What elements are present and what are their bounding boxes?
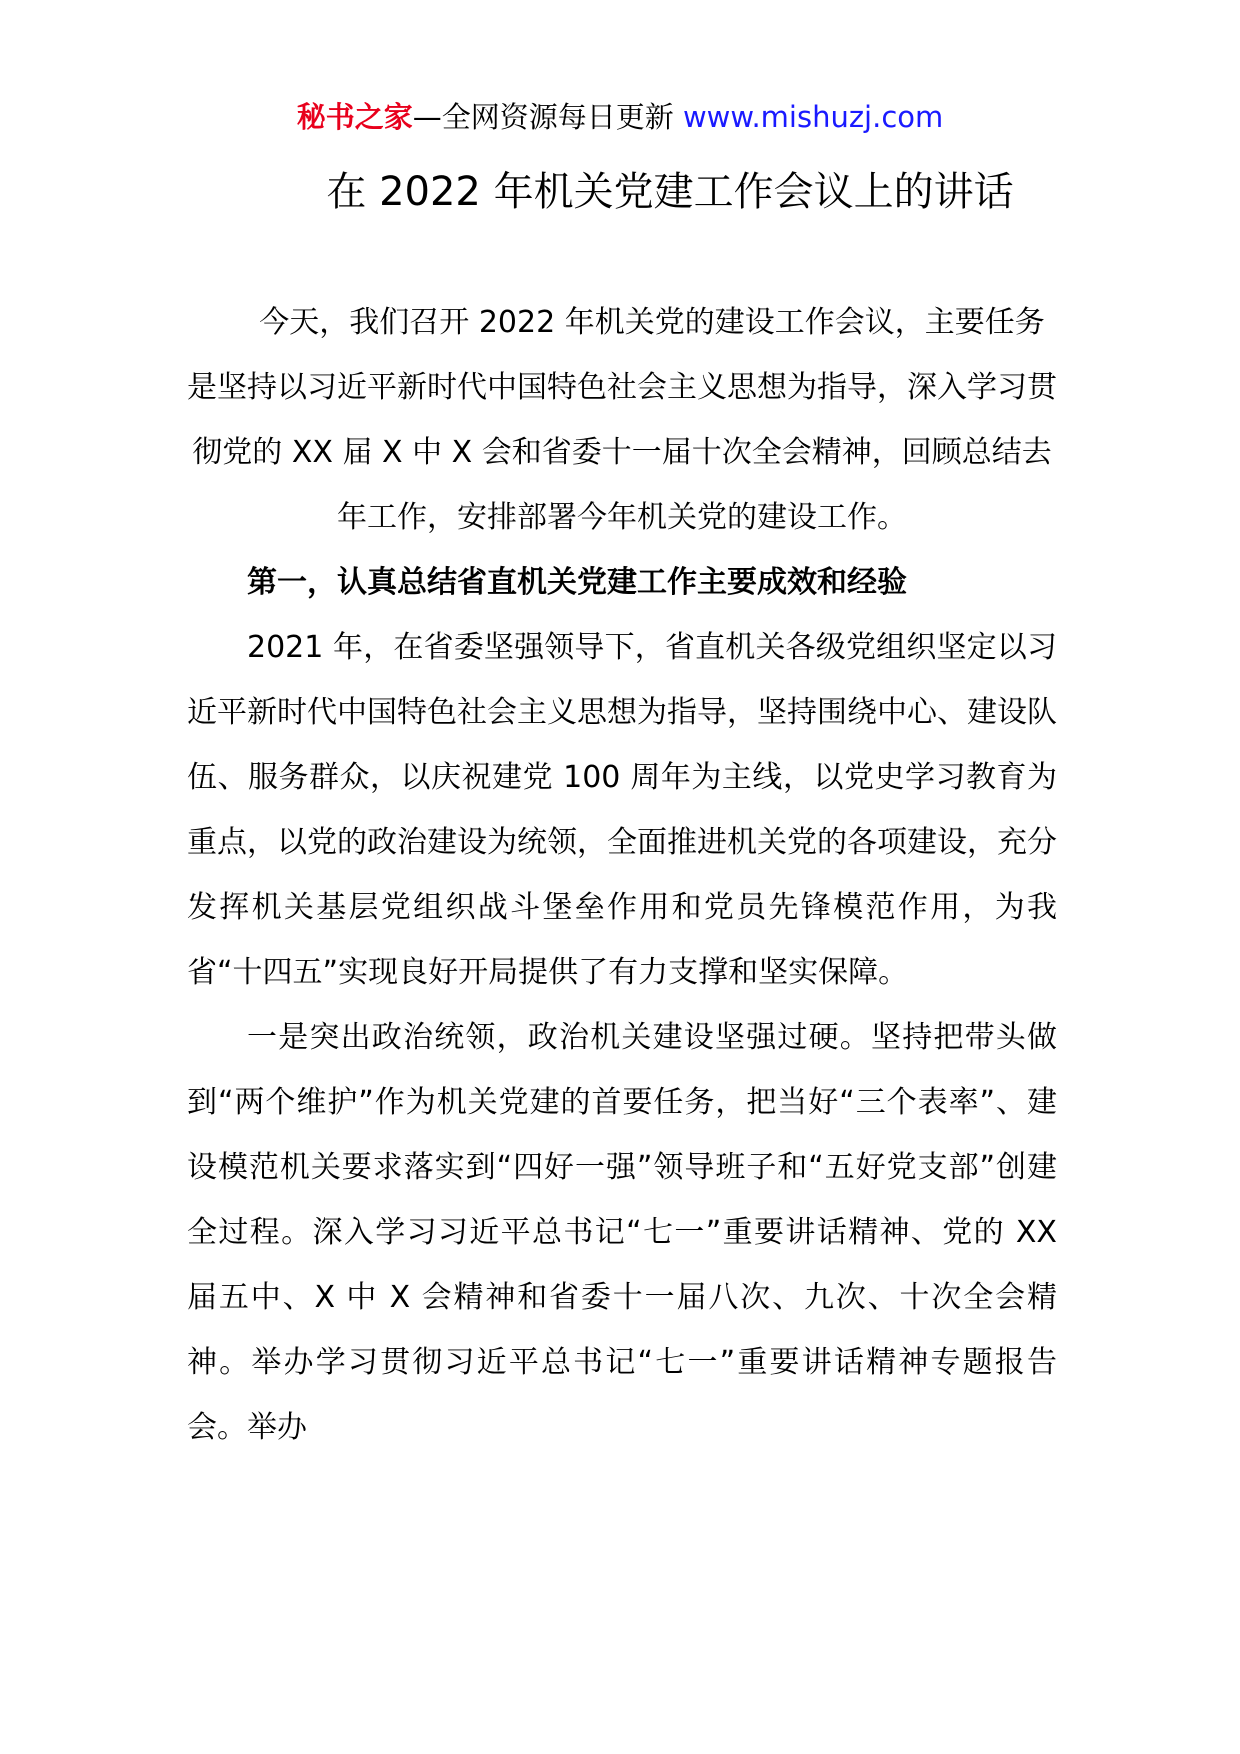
intro-paragraph: 今天，我们召开 2022 年机关党的建设工作会议，主要任务是坚持以习近平新时代中国特色社会主义思想为指导，深入学习贯彻党的 XX 届 X 中 X 会和省委十一届十次全会精神，回顾总结去年工作，安排部署今年机关党的建设工作。 (187, 305, 1057, 535)
site-url-link[interactable]: www.mishuzj.com (682, 100, 944, 134)
section-heading: 第一，认真总结省直机关党建工作主要成效和经验 (247, 565, 907, 600)
brand-name: 秘书之家 (296, 100, 413, 134)
document-body (187, 290, 1057, 1460)
site-header (0, 97, 1240, 137)
page-title: 在 2022 年机关党建工作会议上的讲话 (326, 169, 1014, 215)
body-paragraph: 2021 年，在省委坚强领导下，省直机关各级党组织坚定以习近平新时代中国特色社会主义思想为指导，坚持围绕中心、建设队伍、服务群众，以庆祝建党 100 周年为主线，以党史学习教育为重点，以党的政治建设为统领，全面推进机关党的各项建设，充分发挥机关基层党组织战斗堡垒作用和党员先锋模范作用，为我省“十四五”实现良好开局提供了有力支撑和坚实保障。 (187, 630, 1057, 990)
header-tagline: —全网资源每日更新 (412, 100, 674, 134)
body-paragraph: 一是突出政治统领，政治机关建设坚强过硬。坚持把带头做到“两个维护”作为机关党建的首要任务，把当好“三个表率”、建设模范机关要求落实到“四好一强”领导班子和“五好党支部”创建全过程。深入学习习近平总书记“七一”重要讲话精神、党的 XX 届五中、X 中 X 会精神和省委十一届八次、九次、十次全会精神。举办学习贯彻习近平总书记“七一”重要讲话精神专题报告会。举办 (187, 1020, 1057, 1445)
